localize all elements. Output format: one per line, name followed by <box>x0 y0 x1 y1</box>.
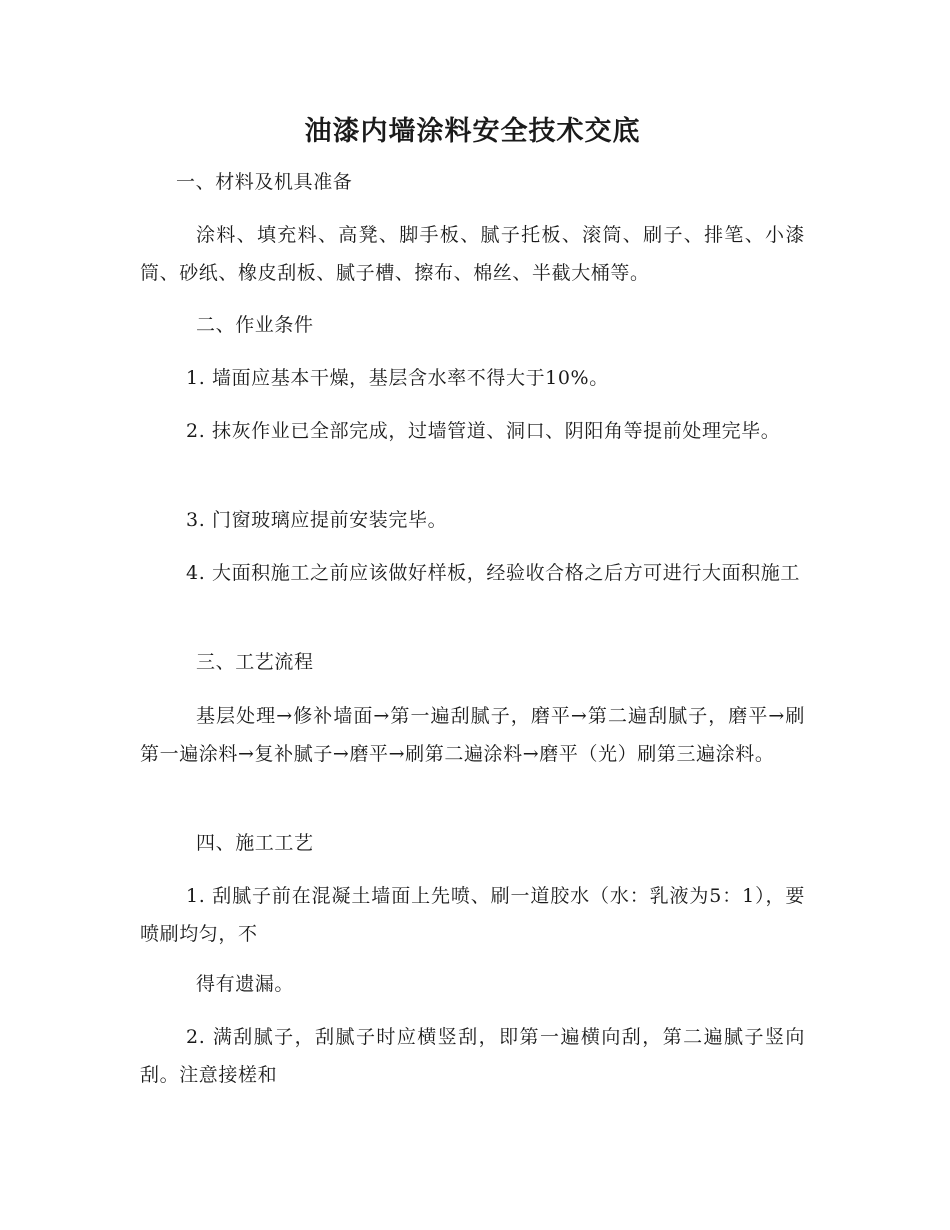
section-heading-technique: 四、施工工艺 <box>196 832 314 854</box>
paragraph-materials-list: 涂料、填充料、高凳、脚手板、腻子托板、滚筒、刷子、排笔、小漆筒、砂纸、橡皮刮板、腻子槽、擦布、棉丝、半截大桶等。 <box>140 224 805 284</box>
paragraph-technique-1-continued: 得有遗漏。 <box>196 973 295 995</box>
section-heading-conditions: 二、作业条件 <box>196 314 314 336</box>
paragraph-condition-4: 4. 大面积施工之前应该做好样板，经验收合格之后方可进行大面积施工 <box>186 562 800 584</box>
paragraph-technique-2: 2. 满刮腻子，刮腻子时应横竖刮，即第一遍横向刮，第二遍腻子竖向刮。注意接槎和 <box>140 1026 805 1086</box>
paragraph-condition-1: 1. 墙面应基本干燥，基层含水率不得大于10%。 <box>186 367 609 389</box>
paragraph-process-flow: 基层处理→修补墙面→第一遍刮腻子，磨平→第二遍刮腻子，磨平→刷第一遍涂料→复补腻子→磨平→刷第二遍涂料→磨平（光）刷第三遍涂料。 <box>140 705 805 765</box>
paragraph-condition-3: 3. 门窗玻璃应提前安装完毕。 <box>186 509 448 531</box>
document-title: 油漆内墙涂料安全技术交底 <box>304 116 641 147</box>
paragraph-condition-2: 2. 抹灰作业已全部完成，过墙管道、洞口、阴阳角等提前处理完毕。 <box>186 420 781 442</box>
paragraph-technique-1: 1. 刮腻子前在混凝土墙面上先喷、刷一道胶水（水：乳液为5：1），要喷刷均匀，不 <box>140 885 805 945</box>
section-heading-materials: 一、材料及机具准备 <box>176 171 353 193</box>
section-heading-process: 三、工艺流程 <box>196 651 314 673</box>
